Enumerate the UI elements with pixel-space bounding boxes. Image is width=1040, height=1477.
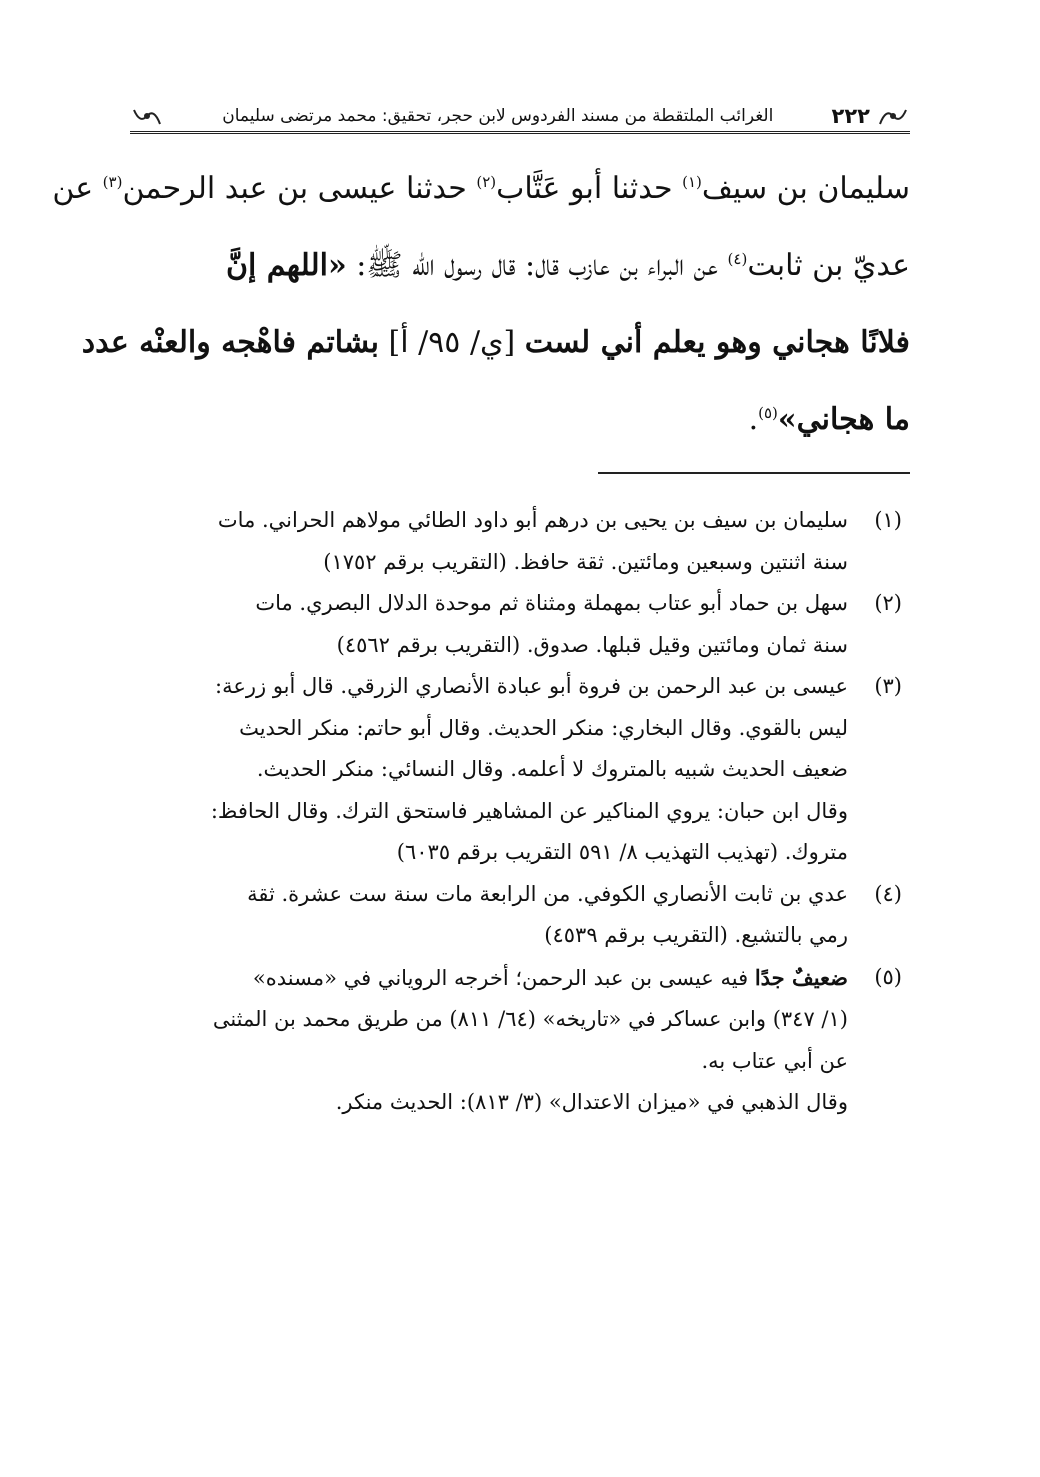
text-line-1: سليمان بن سيف$^{(١)}$ حدثنا أبو عَتَّاب$^{(٢)}$ حدثنا عيسى بن عبد الرحمن$^{(٣)}$ عن [52,171,910,206]
footnote-ref-3[interactable]: (٣) [102,173,123,191]
text-line-3: فلانًا هجاني وهو يعلم أني لست [ي/ ٩٥/ أ] بشاتم فاهْجه والعنْه عدد [81,325,910,360]
footnote-body: سليمان بن سيف بن يحيى بن درهم أبو داود الطائي مولاهم الحراني. مات سنة اثنتين وسبعين ومائتين. ثقة حافظ. (التقريب برقم ١٧٥٢) [217,508,848,574]
hadith-text [52,150,910,458]
text-line-4: ما هجاني»$^{(٥)}$. [748,402,910,437]
grading-label: ضعيفٌ جدًا [754,964,848,990]
header-right-group [832,103,910,129]
running-title: الغرائب الملتقطة من مسند الفردوس لابن حجر، تحقيق: محمد مرتضى سليمان [222,105,774,126]
footnote-ref-4[interactable]: (٤) [727,250,748,268]
footnote-5 [130,957,910,1124]
footnote-body: سهل بن حماد أبو عتاب بمهملة ومثناة ثم موحدة الدلال البصري. مات سنة ثمان ومائتين وقيل قبلها. صدوق. (التقريب برقم ٤٥٦٢) [255,591,848,657]
page-header [130,100,910,134]
footnote-ref-1[interactable]: (١) [682,173,702,191]
footnote-ref-2[interactable]: (٢) [476,173,497,191]
footnote-body: عيسى بن عبد الرحمن بن فروة أبو عبادة الأنصاري الزرقي. قال أبو زرعة: ليس بالقوي. وقال البخاري: منكر الحديث. وقال أبو حاتم: منكر الحديث ضعيف الحديث شبيه بالمتروك لا أعلمه. وقال النسائي: منكر الحديث. وقال ابن حبان: يروي المناكير عن المشاهير فاستحق الترك. وقال الحافظ: متروك. (تهذيب التهذيب ٨/ ٥٩١ التقريب برقم ٦٠٣٥) [210,674,848,864]
ornament-left-icon [130,103,164,129]
footnote-1 [130,500,910,583]
hadith-quote-start: «اللهم إنَّ [225,248,347,283]
footnote-number: (٥) [874,964,902,989]
ornament-right-icon [876,103,910,129]
footnote-3 [130,666,910,874]
footnote-ref-5[interactable]: (٥) [758,404,778,422]
footnote-separator [598,472,910,474]
footnote-number: (٣) [874,674,902,698]
footnote-2 [130,583,910,666]
footnote-body: عدي بن ثابت الأنصاري الكوفي. من الرابعة مات سنة ست عشرة. ثقة رمي بالتشيع. (التقريب برقم ٤٥٣٩) [247,881,848,947]
text-line-2: عديّ بن ثابت$^{(٤)}$ عن البراء بن عازب قال: قال رسول الله ﷺ: «اللهم إنَّ [225,248,910,283]
footnote-4 [130,874,910,957]
footnote-body: ضعيفٌ جدًا فيه عيسى بن عبد الرحمن؛ أخرجه الروياني في «مسنده» (١/ ٣٤٧) وابن عساكر في «تاريخه» (٦٤/ ٨١١) من طريق محمد بن المثنى عن أبي عتاب به. وقال الذهبي في «ميزان الاعتدال» (٣/ ٨١٣): الحديث منكر. [212,964,848,1114]
manuscript-marker: [ي/ ٩٥/ أ] [378,325,525,360]
footnote-number: (١) [874,508,902,532]
footnote-number: (٢) [874,591,902,615]
page-number: ٢٢٢ [831,103,870,128]
footnote-number: (٤) [874,881,902,906]
footnotes [130,500,910,1124]
